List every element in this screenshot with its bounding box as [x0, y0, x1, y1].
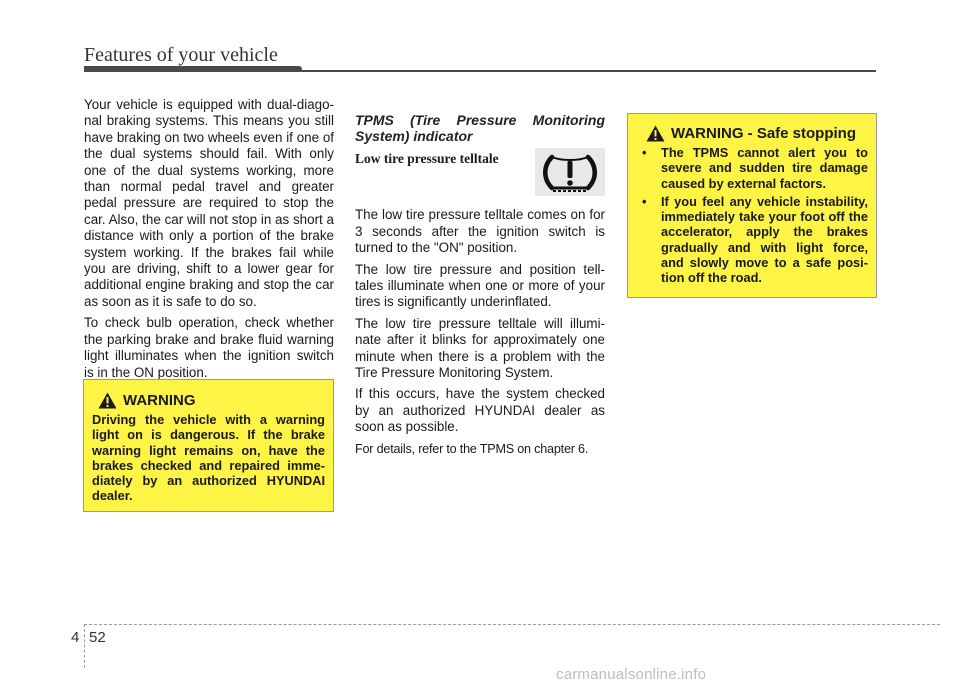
header-rule-thin	[300, 70, 876, 72]
page-number: 52	[89, 629, 106, 646]
warning-body: Driving the vehicle with a warning light on is dangerous. If the brake warning light remains on, have the brakes checked and repaired imme- diately by an authorized HYUNDAI dealer.	[92, 412, 325, 504]
warning-heading	[92, 392, 325, 409]
header-rule-thick	[84, 66, 302, 72]
subsection-title: Low tire pressure telltale	[355, 151, 499, 166]
warning-box-safe-stopping	[627, 113, 877, 298]
chapter-number: 4	[71, 629, 80, 646]
warning-triangle-icon	[646, 125, 665, 142]
section-title: TPMS (Tire Pressure Monitoring System) indicator	[355, 112, 605, 144]
telltale-image	[535, 148, 605, 196]
paragraph: The low tire pressure telltale will illumi- nate after it blinks for approximately one minute when there is a problem with the Tire Pressure Monitoring System.	[355, 315, 605, 381]
note: For details, refer to the TPMS on chapter 6.	[355, 441, 589, 456]
left-column	[84, 97, 334, 386]
warning-list	[636, 145, 868, 286]
warning-box-brakes	[83, 379, 334, 512]
watermark: carmanualsonline.info	[556, 666, 707, 683]
warning-triangle-icon	[98, 392, 117, 409]
paragraph: The low tire pressure telltale comes on for 3 seconds after the ignition switch is turned to the "ON" position.	[355, 207, 605, 256]
warning-heading	[636, 125, 868, 142]
footer-divider	[84, 624, 85, 668]
page-header-title: Features of your vehicle	[84, 44, 278, 66]
warning-list-item: • If you feel any vehicle instability, immediately take your foot off the accelerator, apply the brakes gradually and with light force, and slowly move to a safe posi- tion off the road.	[636, 194, 868, 286]
footer-rule	[84, 624, 940, 625]
warning-title: WARNING	[123, 392, 196, 409]
paragraph: Your vehicle is equipped with dual-diago- nal braking systems. This means you still have braking on two wheels even if one of the dual systems should fail. With only one of the dual systems working, more than normal pedal travel and greater pedal pressure are required to stop the car. Also, the car will not stop in as short a distance with only a portion of the brake system working. If the brakes fail while you are driving, shift to a lower gear for additional engine braking and stop the car as soon as it is safe to do so.	[84, 97, 334, 309]
paragraph: The low tire pressure and position tell- tales illuminate when one or more of your tires is significantly underinflated.	[355, 261, 605, 310]
paragraph: To check bulb operation, check whether the parking brake and brake fluid warning light illuminates when the ignition switch is in the ON position.	[84, 315, 334, 380]
warning-title: WARNING - Safe stopping	[671, 125, 856, 142]
tire-pressure-warning-icon	[535, 148, 605, 196]
paragraph: If this occurs, have the system checked by an authorized HYUNDAI dealer as soon as possible.	[355, 386, 605, 435]
warning-list-item: • The TPMS cannot alert you to severe and sudden tire damage caused by external factors.	[636, 145, 868, 191]
